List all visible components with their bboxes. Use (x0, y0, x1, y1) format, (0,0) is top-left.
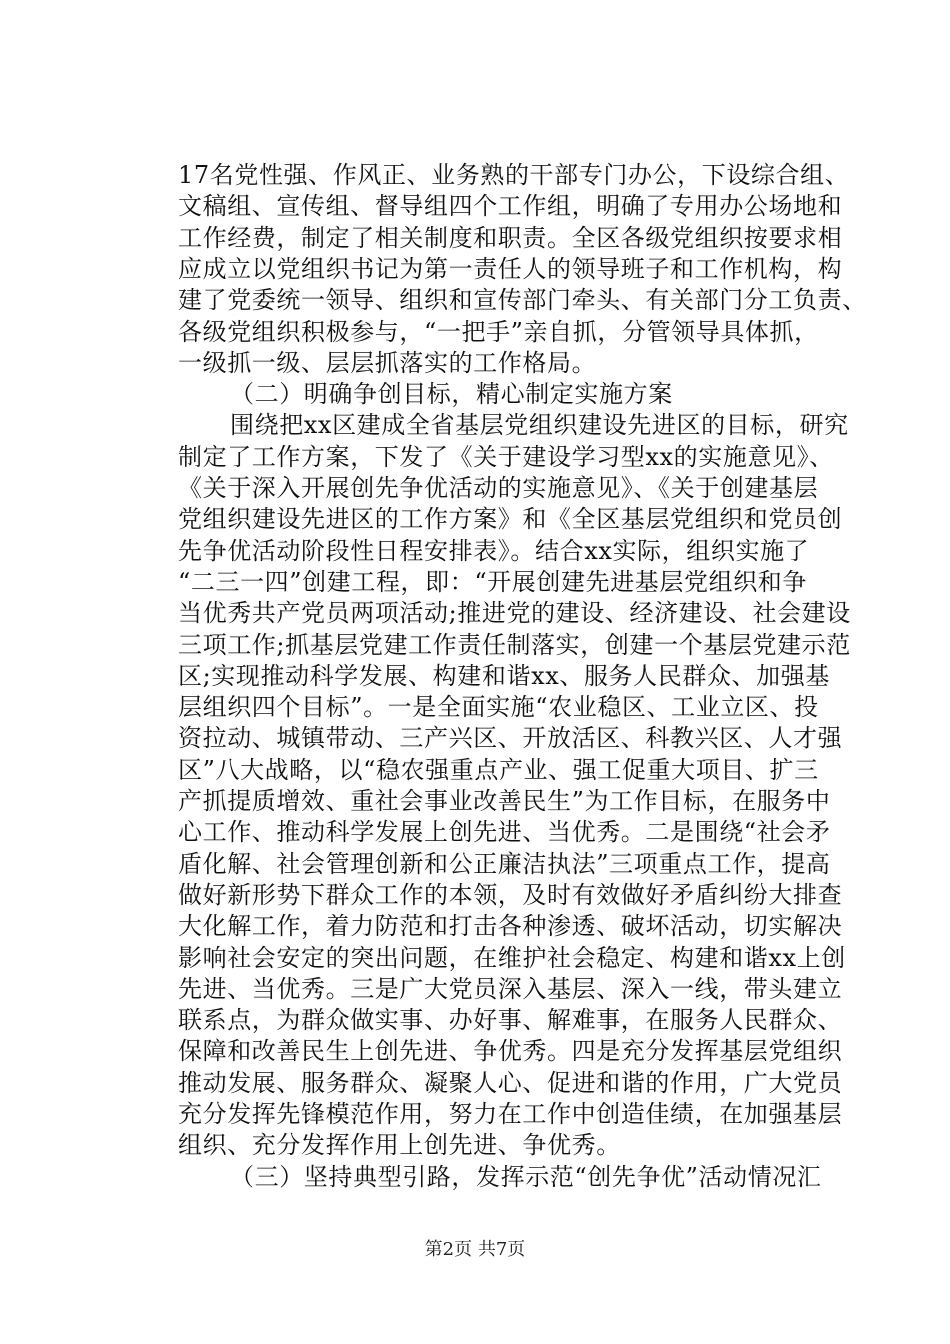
text-line: 党组织建设先进区的工作方案》和《全区基层党组织和党员创 (178, 505, 843, 533)
text-line: 先进、当优秀。三是广大党员深入基层、深入一线，带头建立 (178, 975, 843, 1003)
text-line: 区”八大战略，以“稳农强重点产业、强工促重大项目、扩三 (178, 756, 819, 784)
text-line: 应成立以党组织书记为第一责任人的领导班子和工作机构，构 (178, 255, 843, 283)
text-line: 工作经费，制定了相关制度和职责。全区各级党组织按要求相 (178, 224, 843, 252)
text-line: 产抓提质增效、重社会事业改善民生”为工作目标，在服务中 (178, 787, 831, 815)
text-line: 《关于深入开展创先争优活动的实施意见》、《关于创建基层 (178, 474, 819, 502)
text-line: 各级党组织积极参与，“一把手”亲自抓，分管领导具体抓， (178, 318, 819, 346)
text-line: 先争优活动阶段性日程安排表》。结合xx实际，组织实施了 (178, 537, 810, 565)
text-line: 盾化解、社会管理创新和公正廉洁执法”三项重点工作，提高 (178, 850, 831, 878)
page-footer: 第2页 共7页 (424, 1239, 526, 1260)
text-line: 影响社会安定的突出问题，在维护社会稳定、构建和谐xx上创 (178, 944, 846, 972)
text-line: （三）坚持典型引路，发挥示范“创先争优”活动情况汇 (230, 1163, 822, 1191)
text-line: “二三一四”创建工程，即：“开展创建先进基层党组织和争 (178, 568, 808, 596)
text-line: 推动发展、服务群众、凝聚人心、促进和谐的作用，广大党员 (178, 1069, 843, 1097)
text-line: 当优秀共产党员两项活动;推进党的建设、经济建设、社会建设 (178, 599, 851, 627)
text-line: 文稿组、宣传组、督导组四个工作组，明确了专用办公场地和 (178, 192, 843, 220)
text-line: 三项工作;抓基层党建工作责任制落实，创建一个基层党建示范 (178, 631, 851, 659)
section-heading: （二）明确争创目标，精心制定实施方案 (230, 380, 673, 408)
text-line: 制定了工作方案，下发了《关于建设学习型xx的实施意见》、 (178, 443, 834, 471)
text-line: 联系点，为群众做实事、办好事、解难事，在服务人民群众、 (178, 1006, 843, 1034)
text-line: 充分发挥先锋模范作用，努力在工作中创造佳绩，在加强基层 (178, 1100, 843, 1128)
text-line: 做好新形势下群众工作的本领，及时有效做好矛盾纠纷大排查 (178, 881, 843, 909)
text-line: 资拉动、城镇带动、三产兴区、开放活区、科教兴区、人才强 (178, 724, 843, 752)
text-line: 建了党委统一领导、组织和宣传部门牵头、有关部门分工负责、 (178, 286, 867, 314)
text-line: 大化解工作，着力防范和打击各种渗透、破坏活动，切实解决 (178, 912, 843, 940)
text-line: 一级抓一级、层层抓落实的工作格局。 (178, 349, 597, 377)
text-line: 17名党性强、作风正、业务熟的干部专门办公，下设综合组、 (178, 161, 850, 189)
text-line: 保障和改善民生上创先进、争优秀。四是充分发挥基层党组织 (178, 1037, 843, 1065)
text-line: 围绕把xx区建成全省基层党组织建设先进区的目标，研究 (230, 411, 849, 439)
text-line: 区;实现推动科学发展、构建和谐xx、服务人民群众、加强基 (178, 662, 830, 690)
text-line: 组织、充分发挥作用上创先进、争优秀。 (178, 1131, 621, 1159)
text-line: 层组织四个目标”。一是全面实施“农业稳区、工业立区、投 (178, 693, 819, 721)
text-line: 心工作、推动科学发展上创先进、当优秀。二是围绕“社会矛 (178, 818, 831, 846)
